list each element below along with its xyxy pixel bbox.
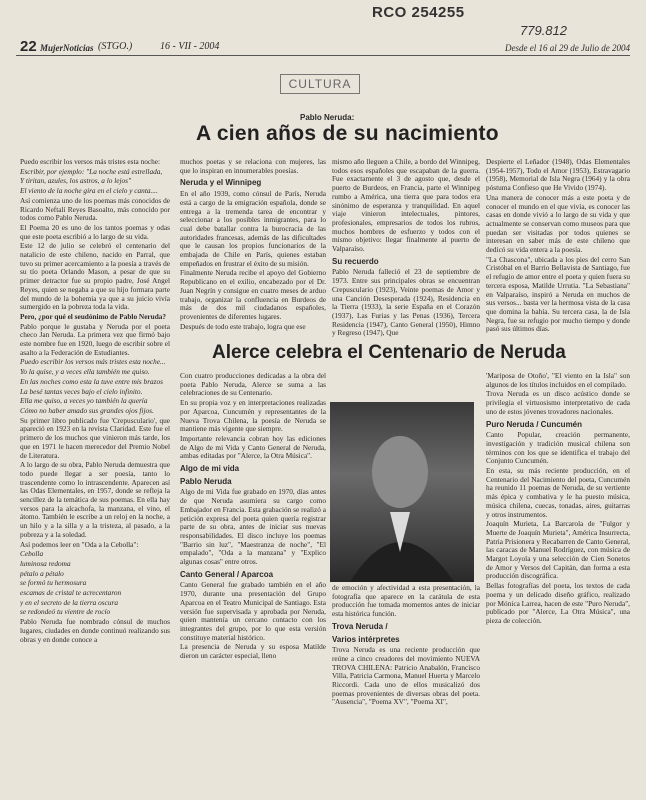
article2-column-1: Con cuatro producciones dedicadas a la obra del poeta Pablo Neruda, Alerce se suma a las celebraciones de su Centenario. En su propia voz y en interpretaciones realizadas por Aparcoa, Cuncumén y representantes de la Nueva Trova Chilena, la poesía de Neruda se mantiene más vigente que siempre. Importante relevancia cobran hoy las ediciones de Algo de mi Vida y Canto General de Neruda, ambas editadas por "Alerce, la Otra Música". Algo de mi vida Pablo Neruda Algo de mi Vida fue grabado en 1970, días antes de que Neruda asumiera su cargo como Embajador en Francia. Esta grabación se realizó a petición expresa del poeta quien quería registrar parte de su obra, antes de iniciar sus nuevas responsabilidades. El disco incluye los poemas "Barrio sin luz", "Maestranza de noche", "El empalado", "Oda a la manzana" y "Explico algunas cosas" entre otros. Canto General / Aparcoa Canto General fue grabado también en el año 1970, durante una presentación del Grupo Aparcoa en el Teatro Municipal de Santiago. Esta versión fue supervisada y aprobada por Neruda, quien mantenía un cercano contacto con los integrantes del grupo, por lo que esta versión constituye material histórico. La presencia de Neruda y su esposa Matilde dieron un carácter especial, lleno [180,372,326,661]
article1-column-3: mismo año lleguen a Chile, a bordo del Winnipeg, todos esos españoles que escapaban de la guerra. Fue exactamente el 3 de agosto que, desde el puerto de Burdeos, en Francia, parte el Winnipeg rumbo a América, una tierra que para todos era sinónimo de esperanza y tranquilidad. En aquel viaje vinieron intelectuales, pintores, profesionales, empresarios de todos los rubros, muchos hombres de esfuerzo y todos con el mismo objetivo: llegar finalmente al puerto de Valparaíso. Su recuerdo Pablo Neruda falleció el 23 de septiembre de 1973. Entre sus principales obras se encuentran Crepusculario (1923), Veinte poemas de Amor y una Canción Desesperada (1924), Residencia en la Tierra (1933), la serie España en el Corazón (1937), Las Furias y las Penas (1936), Tercera Residencia (1947), Canto General (1950), Himno y Regreso (1947), Que [332,158,480,338]
page-number: 22 [20,38,37,55]
portrait-illustration [330,402,474,582]
handwritten-date: 16 - VII - 2004 [160,41,220,52]
article2-title: Alerce celebra el Centenario de Neruda [212,342,566,363]
handwritten-location: (STGO.) [98,41,133,52]
header-rule [16,55,630,56]
article1-kicker: Pablo Neruda: [300,113,355,122]
archive-stamp: RCO 254255 [372,4,465,21]
article2-column-2: de emoción y afectividad a esta presentación, la fotografía que aparece en la carátula de esta producción fue tomada momentos antes de iniciar esta histórica función. Trova Neruda / Varios intérpretes Trova Neruda es una reciente producción que reúne a cinco creadores del movimiento NUEVA TROVA CHILENA: Patricio Anabalón, Francisco Villa, Patricia Carmona, Manuel Huerta y Marcelo Riccordi. Cada uno de ellos musicalizó dos poemas provenientes de diversas obras del poeta. "Ausencia", "Poema XV", "Poema XI", [332,584,480,707]
publication-name: MujerNoticias [40,43,94,53]
section-label: CULTURA [280,74,360,94]
handwritten-number: 779.812 [520,23,567,38]
article1-column-4: Despierte el Leñador (1948), Odas Elementales (1954-1957), Todo el Amor (1953), Estravagario (1958), Memorial de Isla Negra (1964) y la obra póstuma Confieso que He Vivido (1974). Una manera de conocer más a este poeta y de conocer el mundo en el que vivía, es conocer las casas en donde vivió a lo largo de su vida y que actualmente se conservan como museos para que puedan ser visitadas por todos quienes se interesan en saber más de este chileno que dedicó su vida entera a la poesía. "La Chascona", ubicada a los pies del cerro San Cristóbal en el Barrio Bellavista de Santiago, fue el refugio de amor entre el poeta y quien fuera su tercera esposa, Matilde Urrutia. "La Sebastiana" en Valparaíso, inspiró a Neruda en muchos de sus versos... basta ver la hermosa vista de la casa que domina la bahía. Su tercera casa, la de Isla Negra, fue su refugio por mucho tiempo y donde pasó sus últimos días. [486,158,630,334]
neruda-photo [330,402,474,582]
issue-date: Desde el 16 al 29 de Julio de 2004 [505,43,630,53]
article1-column-2: muchos poetas y se relaciona con mujeres, las que lo inspiran en innumerables poesías. Neruda y el Winnipeg En el año 1939, como cónsul de París, Neruda está a cargo de la emigración española, donde se entrega a la tremenda tarea de encontrar y seleccionar a los posibles inmigrantes, para lo cual debe batallar contra la burocracia de las autoridades francesas, además de las dificultades que le causan los propios funcionarios de la embajada de Chile en París, quienes estaban empeñados en frustrar el éxito de su misión. Finalmente Neruda recibe el apoyo del Gobierno Republicano en el exilio, encabezado por el Dr. Juan Negrín y consigue en cuatro meses de arduo trabajo, organizar la confluencia en Burdeos de más de dos mil ciudadanos españoles, provenientes de diferentes lugares. Después de todo este trabajo, logra que ese [180,158,326,331]
article1-title: A cien años de su nacimiento [196,122,499,145]
article2-column-3: 'Mariposa de Otoño', "El viento en la Isla" son algunos de los títulos incluidos en el compilado. Trova Neruda es un disco acústico donde se privilegia el virtuosismo interpretativo de cada uno de estos jóvenes trovadores nacionales. Puro Neruda / Cuncumén Canto Popular, creación permanente, investigación y tradición musical chilena son términos con los que se identifica el trabajo del Conjunto Cuncumén. En esta, su más reciente producción, en el Centenario del Nacimiento del poeta, Cuncumén ha reunido 11 poemas de Neruda, de su vertiente más épica y combativa y le ha puesto música, música chilena, cuecas, tonadas, aires, guitarras y otros instrumentos. Joaquín Murieta, La Barcarola de "Fulgor y Muerte de Joaquín Murieta", América Insurrecta, Patria Prisionera y Recabarren de Canto General, las caracas de Manuel Rodríguez, con música de Margot Loyola y una selección de Cien Sonetos de Amor y Versos del Capitán, dan forma a esta producción discográfica. Bellas fotografías del poeta, los textos de cada poema y un delicado diseño gráfico, realizado por Mónica Larrea, hacen de este "Puro Neruda", publicado por "Alerce, La Otra Música", una pieza de colección. [486,372,630,625]
article1-column-1: Puedo escribir los versos más tristes esta noche: Escribir, por ejemplo: "La noche está estrellada, Y tiritan, azules, los astros, a lo lejos" El viento de la noche gira en el cielo y canta.... Así comienza uno de los poemas más conocidos de Ricardo Neftalí Reyes Basoalto, más conocido por todos como Pablo Neruda. El Poema 20 es uno de los tantos poemas y odas que este poeta escribió a lo largo de su vida. Este 12 de julio se celebró el centenario del natalicio de este chileno, nacido en Parral, que tuvo su primer acercamiento a la poesía a través de su tío poeta Orlando Mason, a pesar de que su primer detractor fue su propio padre, José Angel Reyes, quien se negaba a que su hijo formara parte del mundo de la bohemia ya que a su juicio vivía sumergido en la pobreza toda la vida. Pero, ¿por qué el seudónimo de Pablo Neruda? Pablo porque le gustaba y Neruda por el poeta checo Jan Neruda. La primera vez que firmó bajo este nombre fue en 1920, luego de escribir sobre el asalto a la Federación de Estudiantes. Puedo escribir los versos más tristes esta noche... Yo la quise, y a veces ella también me quiso. En las noches como esta la tuve entre mis brazos La besé tantas veces bajo el cielo infinito. Ella me quiso, a veces yo también la quería Cómo no haber amado sus grandes ojos fijos. Su primer libro publicado fue 'Crepusculario', que apareció en 1923 en la revista Claridad. Este fue el primero de los muchos que vinieron más tarde, los que en 1971 le hacen merecedor del Premio Nobel de Literatura. A lo largo de su obra, Pablo Neruda demuestra que todo puede llegar a ser poesía, tanto lo trascendente como lo intrascendente. Aparecen así las Odas Elementales, en 1957, donde se refleja la sencillez de la temática de sus poemas. En ella hay versos para la alcachofa, la manzana, el vino, el átomo. También le escribe a un reloj en la noche, a un hilo y a la silla y a la tristeza, al pasado, a la pobreza y a la soledad. Así podemos leer en "Oda a la Cebolla": Cebolla luminosa redoma pétalo a pétalo se formó tu hermosura escamas de cristal te acrecentaron y en el secreto de la tierra oscura se redondeó tu vientre de rocío Pablo Neruda fue nombrado cónsul de muchos lugares, ciudades en donde continuó realizando sus obras y en donde conoce a [20,158,170,644]
